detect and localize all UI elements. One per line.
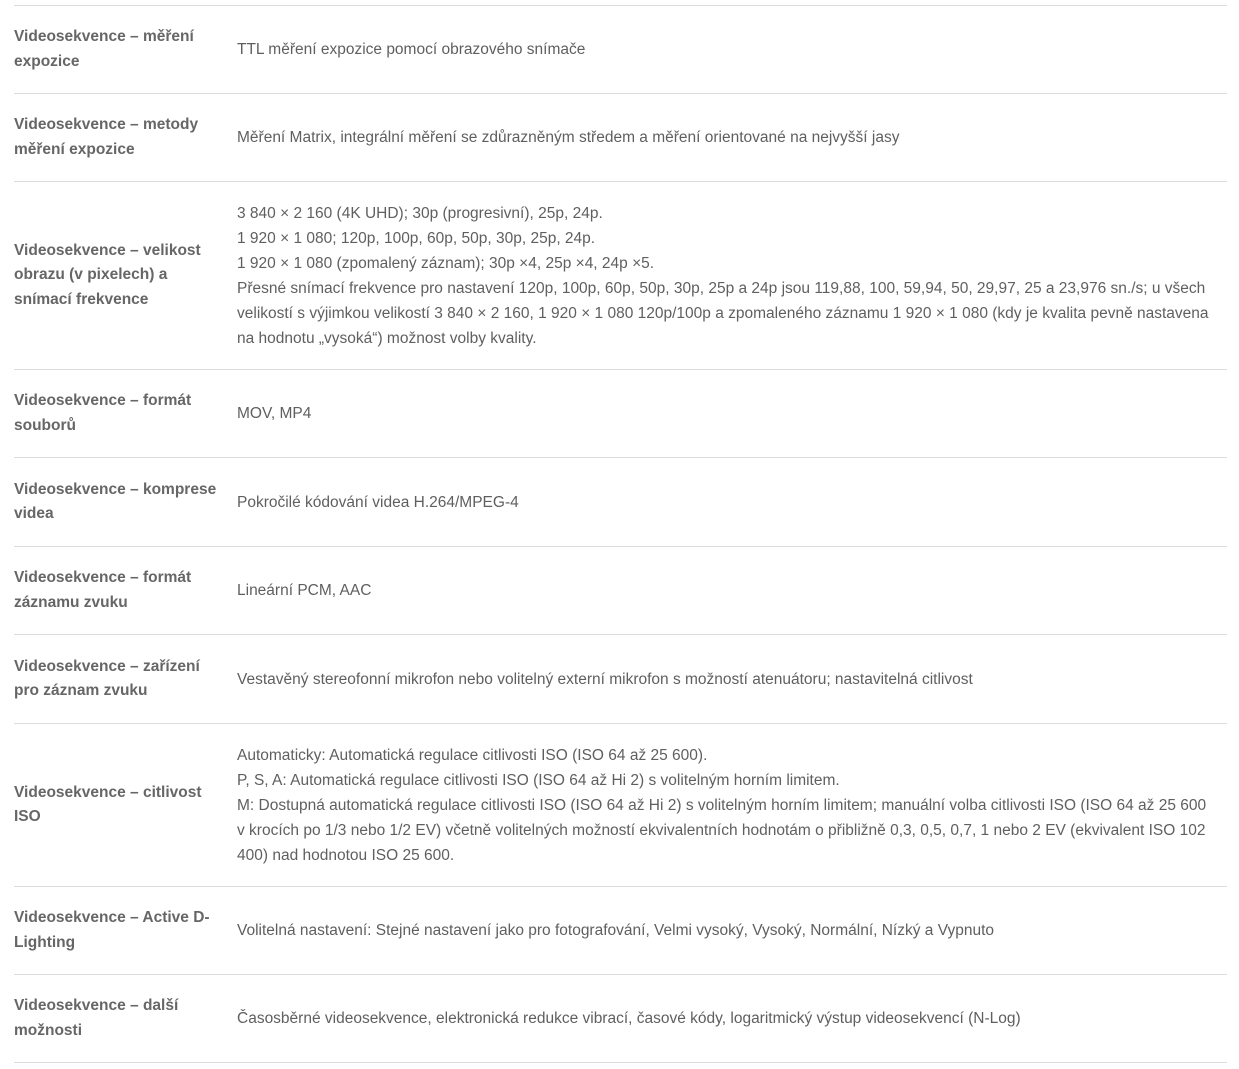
spec-label: Videosekvence – formát záznamu zvuku (14, 569, 192, 611)
spec-value (237, 667, 1227, 692)
spec-value-line: Časosběrné videosekvence, elektronická redukce vibrací, časové kódy, logaritmický výstup videosekvencí (N-Log) (237, 1010, 1021, 1027)
spec-value-line: Lineární PCM, AAC (237, 582, 372, 599)
spec-value (237, 743, 1227, 868)
spec-row (14, 547, 1227, 635)
spec-label: Videosekvence – citlivost ISO (14, 783, 202, 825)
spec-row (14, 94, 1227, 182)
spec-value (237, 401, 1227, 426)
spec-label: Videosekvence – komprese videa (14, 480, 217, 522)
spec-row (14, 887, 1227, 975)
spec-table (14, 5, 1227, 1063)
spec-row (14, 6, 1227, 94)
spec-label: Videosekvence – Active D-Lighting (14, 909, 210, 951)
spec-value (237, 37, 1227, 62)
spec-label: Videosekvence – velikost obrazu (v pixelech) a snímací frekvence (14, 241, 201, 308)
spec-value-line: 1 920 × 1 080 (zpomalený záznam); 30p ×4, 25p ×4, 24p ×5. (237, 254, 655, 272)
spec-value (237, 201, 1227, 351)
spec-row (14, 724, 1227, 887)
spec-value-line: Přesné snímací frekvence pro nastavení 120p, 100p, 60p, 50p, 30p, 25p a 24p jsou 119,88, 100, 59,94, 50, 29,97, 25 a 23,976 sn./s; u všech velikostí s výjimkou velikostí 3 840 × 2 160, 1 920 × 1 080 120p/100p a zpomaleného záznamu 1 920 × 1 080 (kdy je kvalita pevně nastavena na hodnotu „vysoká“) možnost volby kvality. (237, 279, 1209, 347)
spec-label: Videosekvence – metody měření expozice (14, 116, 199, 158)
spec-value-line: Automaticky: Automatická regulace citlivosti ISO (ISO 64 až 25 600). (237, 746, 708, 764)
spec-label: Videosekvence – další možnosti (14, 997, 179, 1039)
spec-value (237, 125, 1227, 150)
spec-value-line: 1 920 × 1 080; 120p, 100p, 60p, 50p, 30p, 25p, 24p. (237, 229, 596, 247)
spec-label: Videosekvence – zařízení pro záznam zvuku (14, 657, 200, 699)
spec-value-line: Pokročilé kódování videa H.264/MPEG-4 (237, 493, 519, 511)
spec-row (14, 182, 1227, 370)
spec-label: Videosekvence – měření expozice (14, 28, 194, 70)
spec-value (237, 918, 1227, 943)
spec-row (14, 635, 1227, 724)
spec-value-line: M: Dostupná automatická regulace citlivosti ISO (ISO 64 až Hi 2) s volitelným horním limitem; manuální volba citlivosti ISO (ISO 64 až 25 600 v krocích po 1/3 nebo 1/2 EV) včetně volitelných možností ekvivalentních hodnotám o přibližně 0,3, 0,5, 0,7, 1 nebo 2 EV (ekvivalent ISO 102 400) nad hodnotou ISO 25 600. (237, 796, 1207, 864)
spec-row (14, 975, 1227, 1063)
spec-row (14, 370, 1227, 458)
spec-value-line: Měření Matrix, integrální měření se zdůrazněným středem a měření orientované na nejvyšší jasy (237, 129, 900, 146)
spec-value-line: Vestavěný stereofonní mikrofon nebo volitelný externí mikrofon s možností atenuátoru; nastavitelná citlivost (237, 670, 973, 688)
spec-value-line: P, S, A: Automatická regulace citlivosti ISO (ISO 64 až Hi 2) s volitelným horním limitem. (237, 771, 840, 789)
spec-value (237, 490, 1227, 515)
spec-value (237, 1006, 1227, 1031)
spec-label: Videosekvence – formát souborů (14, 392, 192, 434)
spec-value-line: 3 840 × 2 160 (4K UHD); 30p (progresivní), 25p, 24p. (237, 204, 603, 222)
spec-value (237, 578, 1227, 603)
spec-value-line: Volitelná nastavení: Stejné nastavení jako pro fotografování, Velmi vysoký, Vysoký, Normální, Nízký a Vypnuto (237, 922, 995, 939)
spec-value-line: MOV, MP4 (237, 405, 312, 422)
spec-row (14, 458, 1227, 547)
spec-value-line: TTL měření expozice pomocí obrazového snímače (237, 41, 586, 58)
